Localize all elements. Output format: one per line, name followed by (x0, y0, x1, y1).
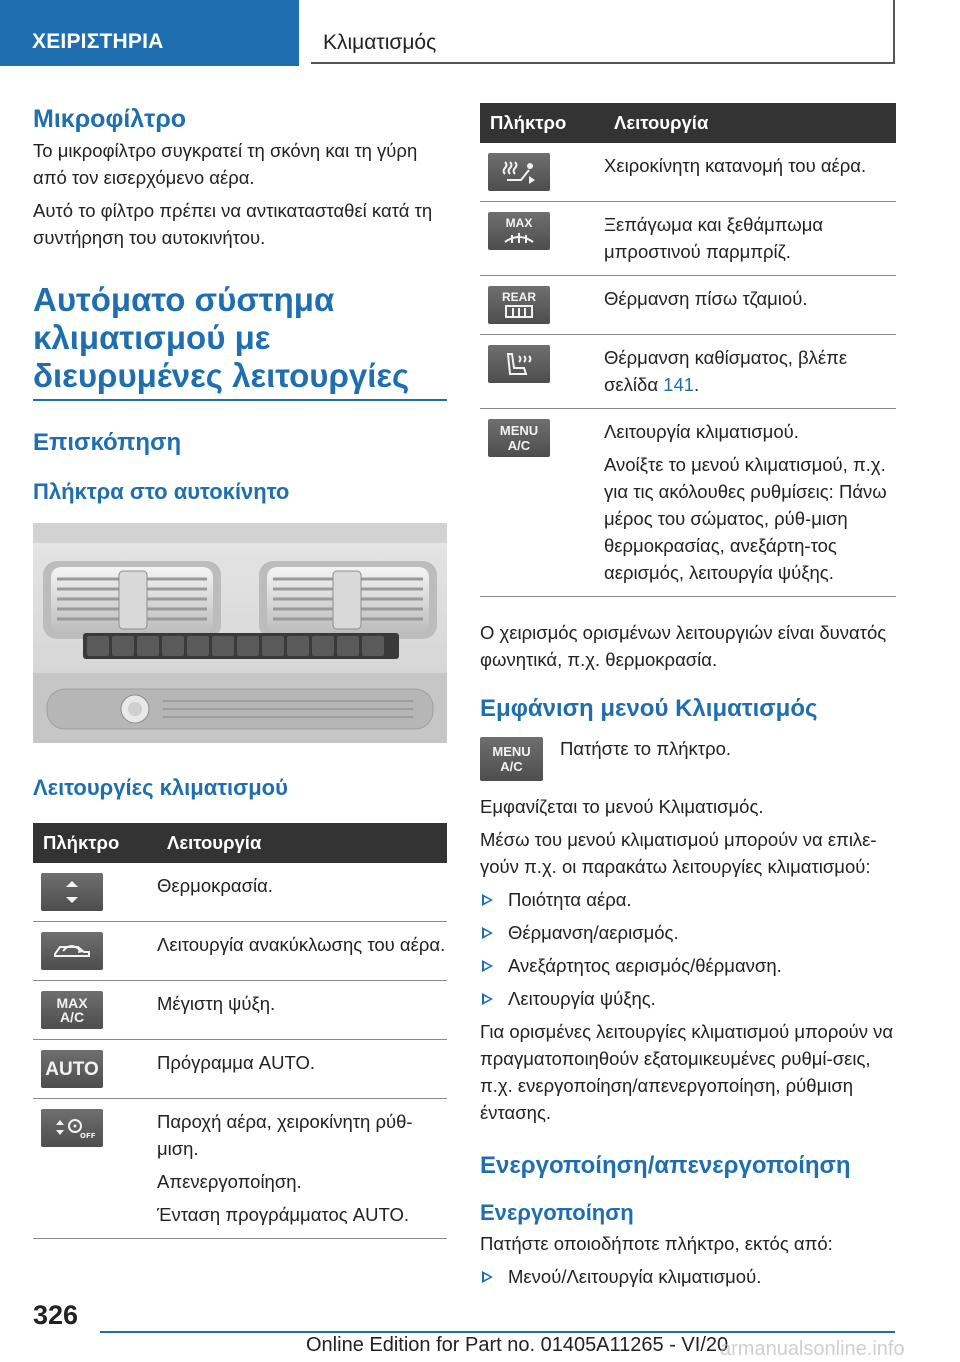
table-row (33, 1099, 447, 1239)
table-row (480, 409, 896, 597)
col-function-header: Λειτουργία (155, 823, 447, 863)
list-item: Ποιότητα αέρα. (480, 886, 896, 913)
col-function-header: Λειτουργία (602, 103, 896, 143)
max-defrost-icon: MAX (488, 212, 550, 250)
left-keys-table (33, 823, 447, 1239)
list-item: Θέρμανση/αερισμός. (480, 919, 896, 946)
page-number: 326 (33, 1300, 79, 1330)
onoff-heading: Ενεργοποίηση/απενεργοποίηση (480, 1152, 851, 1179)
heading-rule (33, 399, 447, 401)
svg-text:OFF: OFF (80, 1132, 96, 1140)
temperature-arrows-icon (41, 873, 103, 911)
climate-panel-photo (33, 523, 447, 743)
table-row (480, 143, 896, 202)
microfilter-text-2: Αυτό το φίλτρο πρέπει να αντικατασταθεί κατά τη συντήρηση του αυτοκινήτου. (33, 200, 433, 248)
max-ac-icon: MAX A/C (41, 991, 103, 1029)
page-link[interactable]: 141 (663, 374, 695, 395)
right-keys-table (480, 103, 896, 597)
edition-text: Online Edition for Part no. 01405A11265 - VI/20 (306, 1334, 729, 1356)
menu-key-row (480, 737, 896, 793)
table-header-row (33, 823, 447, 863)
table-row (33, 1040, 447, 1099)
function-text: Πρόγραμμα AUTO. (157, 1052, 315, 1073)
function-text: Ανοίξτε το μενού κλιματισμού, π.χ. για τις ακόλουθες ρυθμίσεις: Πάνω μέρος του σώματος, ρύθ-μιση θερμοκρασίας, ανεξάρτη-τος αερισμός, λειτουργία ψύξης. (604, 454, 887, 583)
col-key-header: Πλήκτρο (33, 823, 155, 863)
menu-shown-text: Εμφανίζεται το μενού Κλιματισμός. (480, 796, 764, 817)
list-item: Ανεξάρτητος αερισμός/θέρμανση. (480, 952, 896, 979)
chapter-box (311, 0, 895, 64)
table-row (33, 981, 447, 1040)
function-text: Ένταση προγράμματος AUTO. (157, 1204, 409, 1225)
climate-panel-illustration (33, 523, 447, 743)
list-item: Μενού/Λειτουργία κλιματισμού. (480, 1263, 896, 1290)
auto-icon: AUTO (41, 1050, 103, 1088)
section-tab (0, 0, 299, 66)
microfilter-heading: Μικροφίλτρο (33, 105, 187, 133)
function-text: Παροχή αέρα, χειροκίνητη ρύθ-μιση. (157, 1111, 413, 1159)
col-key-header: Πλήκτρο (480, 103, 602, 143)
table-row (480, 335, 896, 409)
function-text: Χειροκίνητη κατανομή του αέρα. (604, 155, 867, 176)
main-heading (33, 281, 447, 395)
section-title: ΧΕΙΡΙΣΤΗΡΙΑ (32, 30, 164, 53)
table-row (480, 276, 896, 335)
function-text: Λειτουργία ανακύκλωσης του αέρα. (157, 934, 446, 955)
chapter-title: Κλιματισμός (323, 31, 437, 54)
left-column (33, 100, 447, 1239)
list-item: Λειτουργία ψύξης. (480, 985, 896, 1012)
seat-heating-icon (488, 345, 550, 383)
function-text: Θέρμανση καθίσματος, βλέπε σελίδα (604, 347, 848, 395)
menu-custom-text: Για ορισμένες λειτουργίες κλιματισμού μπορούν να πραγματοποιηθούν εξατομικευμένες ρυθμί-σεις, π.χ. ενεργοποίηση/απενεργοποίηση, ρύθμιση έντασης. (480, 1021, 894, 1123)
on-bullet-list (480, 1263, 896, 1290)
recirculation-icon (41, 932, 103, 970)
overview-heading: Επισκόπηση (33, 429, 182, 456)
table-row (480, 202, 896, 276)
air-distribution-icon (488, 153, 550, 191)
main-heading-line-3: διευρυμένες λειτουργίες (33, 357, 410, 394)
keys-heading: Πλήκτρα στο αυτοκίνητο (33, 479, 290, 504)
function-text: Μέγιστη ψύξη. (157, 993, 276, 1014)
menu-press-text: Πατήστε το πλήκτρο. (560, 738, 732, 759)
menu-ac-icon: MENU A/C (480, 737, 543, 781)
table-header-row (480, 103, 896, 143)
link-suffix: . (694, 374, 700, 395)
function-text: Λειτουργία κλιματισμού. (604, 421, 799, 442)
footer-rule (100, 1331, 895, 1333)
fan-off-icon (41, 1109, 103, 1147)
main-heading-line-2: κλιματισμού με (33, 319, 271, 356)
function-text: Απενεργοποίηση. (157, 1171, 302, 1192)
table-row (33, 863, 447, 922)
voice-note: Ο χειρισμός ορισμένων λειτουργιών είναι δυνατός φωνητικά, π.χ. θερμοκρασία. (480, 622, 887, 670)
on-heading: Ενεργοποίηση (480, 1200, 634, 1225)
microfilter-text-1: Το μικροφίλτρο συγκρατεί τη σκόνη και τη γύρη από τον εισερχόμενο αέρα. (33, 140, 418, 188)
menu-ac-icon: MENU A/C (488, 419, 550, 457)
functions-heading: Λειτουργίες κλιματισμού (33, 775, 288, 800)
main-heading-line-1: Αυτόματο σύστημα (33, 281, 335, 318)
menu-heading: Εμφάνιση μενού Κλιματισμός (480, 695, 818, 722)
on-text: Πατήστε οποιοδήποτε πλήκτρο, εκτός από: (480, 1233, 833, 1254)
menu-via-text: Μέσω του μενού κλιματισμού μπορούν να επιλε-γούν π.χ. οι παρακάτω λειτουργίες κλιματισμού: (480, 829, 877, 877)
rear-defrost-icon: REAR (488, 286, 550, 324)
right-column (480, 103, 896, 1290)
function-text: Ξεπάγωμα και ξεθάμπωμα μπροστινού παρμπρίζ. (604, 214, 824, 262)
table-row (33, 922, 447, 981)
watermark: armanualsonline.info (720, 1338, 905, 1360)
function-text: Θέρμανση πίσω τζαμιού. (604, 288, 808, 309)
function-text: Θερμοκρασία. (157, 875, 273, 896)
menu-bullet-list (480, 886, 896, 1012)
